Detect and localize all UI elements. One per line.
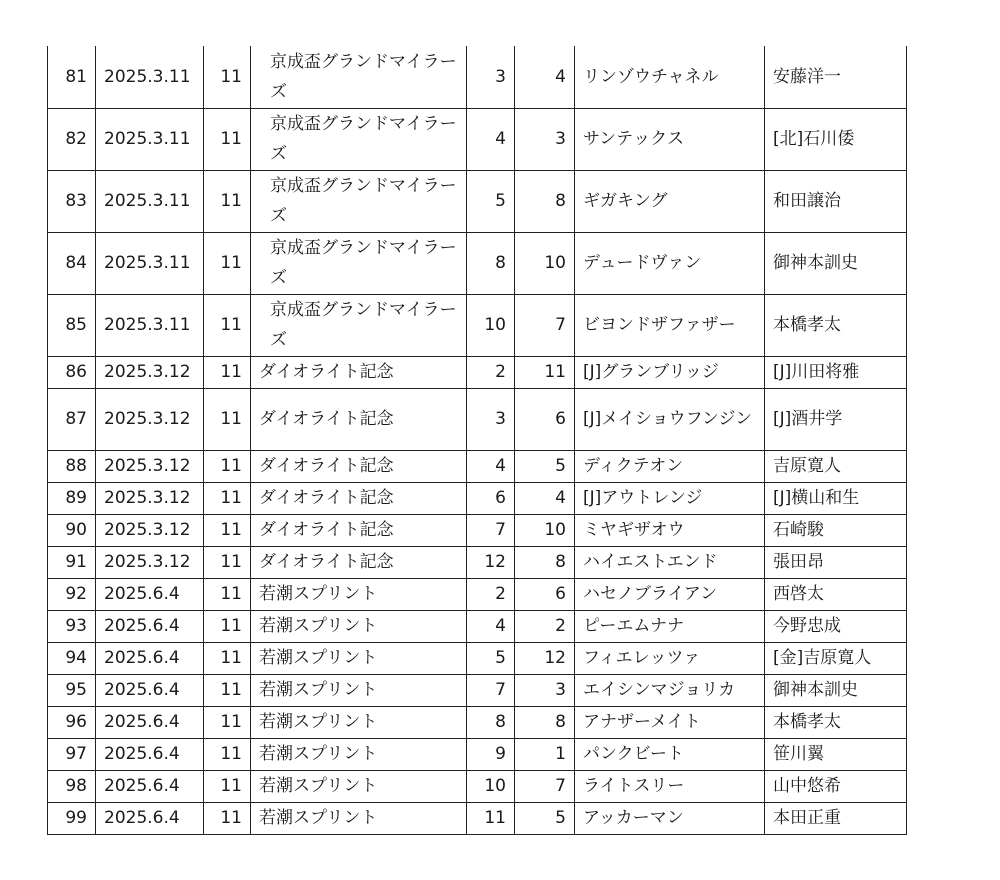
table-row (48, 642, 907, 674)
cell-date: 2025.3.12 (96, 546, 204, 578)
cell-row-number: 82 (48, 108, 96, 170)
cell-popularity: 3 (467, 46, 515, 108)
cell-horse-name: アナザーメイト (575, 706, 765, 738)
cell-popularity: 4 (467, 108, 515, 170)
cell-row-number: 89 (48, 482, 96, 514)
cell-popularity: 6 (467, 482, 515, 514)
cell-horse-number: 4 (515, 46, 575, 108)
cell-race-number: 11 (204, 674, 251, 706)
cell-jockey: 御神本訓史 (765, 232, 907, 294)
table-row (48, 738, 907, 770)
cell-horse-number: 6 (515, 578, 575, 610)
table-row (48, 610, 907, 642)
cell-date: 2025.3.12 (96, 482, 204, 514)
cell-race-number: 11 (204, 356, 251, 388)
cell-horse-name: ハイエストエンド (575, 546, 765, 578)
cell-popularity: 8 (467, 232, 515, 294)
cell-popularity: 9 (467, 738, 515, 770)
cell-date: 2025.3.11 (96, 232, 204, 294)
cell-date: 2025.3.11 (96, 46, 204, 108)
table-row (48, 770, 907, 802)
cell-race-number: 11 (204, 738, 251, 770)
cell-popularity: 7 (467, 674, 515, 706)
table-row (48, 578, 907, 610)
cell-race-name: 京成盃グランドマイラーズ (251, 232, 467, 294)
cell-jockey: 笹川翼 (765, 738, 907, 770)
cell-horse-name: パンクビート (575, 738, 765, 770)
cell-horse-name: デュードヴァン (575, 232, 765, 294)
cell-jockey: 和田譲治 (765, 170, 907, 232)
cell-horse-number: 8 (515, 170, 575, 232)
cell-horse-number: 1 (515, 738, 575, 770)
cell-row-number: 92 (48, 578, 96, 610)
cell-jockey: 吉原寛人 (765, 450, 907, 482)
cell-row-number: 88 (48, 450, 96, 482)
cell-row-number: 90 (48, 514, 96, 546)
cell-popularity: 10 (467, 294, 515, 356)
cell-race-name: 若潮スプリント (251, 802, 467, 834)
cell-date: 2025.6.4 (96, 770, 204, 802)
table-row (48, 46, 907, 108)
cell-race-number: 11 (204, 388, 251, 450)
table-row (48, 514, 907, 546)
table-row (48, 294, 907, 356)
cell-horse-number: 2 (515, 610, 575, 642)
cell-date: 2025.6.4 (96, 706, 204, 738)
cell-race-name: ダイオライト記念 (251, 388, 467, 450)
cell-date: 2025.3.11 (96, 294, 204, 356)
cell-date: 2025.6.4 (96, 802, 204, 834)
cell-jockey: 山中悠希 (765, 770, 907, 802)
cell-popularity: 2 (467, 356, 515, 388)
cell-race-number: 11 (204, 610, 251, 642)
cell-horse-name: エイシンマジョリカ (575, 674, 765, 706)
cell-row-number: 81 (48, 46, 96, 108)
cell-horse-number: 7 (515, 294, 575, 356)
cell-popularity: 3 (467, 388, 515, 450)
cell-jockey: [北]石川倭 (765, 108, 907, 170)
cell-race-name: 京成盃グランドマイラーズ (251, 170, 467, 232)
cell-race-number: 11 (204, 578, 251, 610)
table-row (48, 108, 907, 170)
table-row (48, 546, 907, 578)
cell-horse-name: ミヤギザオウ (575, 514, 765, 546)
cell-race-number: 11 (204, 802, 251, 834)
cell-race-name: 若潮スプリント (251, 578, 467, 610)
cell-row-number: 85 (48, 294, 96, 356)
cell-jockey: [J]川田将雅 (765, 356, 907, 388)
cell-row-number: 84 (48, 232, 96, 294)
cell-popularity: 2 (467, 578, 515, 610)
cell-horse-number: 4 (515, 482, 575, 514)
cell-popularity: 5 (467, 170, 515, 232)
cell-race-name: 若潮スプリント (251, 706, 467, 738)
race-results-table (47, 46, 907, 835)
cell-horse-name: ライトスリー (575, 770, 765, 802)
cell-race-name: ダイオライト記念 (251, 356, 467, 388)
cell-jockey: 本橋孝太 (765, 294, 907, 356)
cell-row-number: 96 (48, 706, 96, 738)
cell-row-number: 98 (48, 770, 96, 802)
cell-jockey: [J]横山和生 (765, 482, 907, 514)
cell-row-number: 99 (48, 802, 96, 834)
cell-horse-name: サンテックス (575, 108, 765, 170)
cell-race-name: 若潮スプリント (251, 610, 467, 642)
cell-row-number: 97 (48, 738, 96, 770)
cell-row-number: 95 (48, 674, 96, 706)
cell-race-name: 京成盃グランドマイラーズ (251, 108, 467, 170)
cell-race-number: 11 (204, 770, 251, 802)
cell-horse-name: [J]グランブリッジ (575, 356, 765, 388)
cell-jockey: [金]吉原寛人 (765, 642, 907, 674)
cell-horse-number: 5 (515, 450, 575, 482)
cell-horse-number: 3 (515, 108, 575, 170)
cell-date: 2025.3.12 (96, 450, 204, 482)
cell-popularity: 10 (467, 770, 515, 802)
cell-jockey: 張田昂 (765, 546, 907, 578)
cell-race-number: 11 (204, 108, 251, 170)
cell-popularity: 11 (467, 802, 515, 834)
cell-horse-number: 11 (515, 356, 575, 388)
cell-race-name: 京成盃グランドマイラーズ (251, 294, 467, 356)
cell-horse-name: [J]アウトレンジ (575, 482, 765, 514)
cell-race-number: 11 (204, 482, 251, 514)
cell-date: 2025.3.11 (96, 170, 204, 232)
cell-horse-number: 8 (515, 706, 575, 738)
cell-row-number: 93 (48, 610, 96, 642)
cell-horse-name: [J]メイショウフンジン (575, 388, 765, 450)
cell-popularity: 12 (467, 546, 515, 578)
cell-race-name: 若潮スプリント (251, 770, 467, 802)
cell-jockey: 今野忠成 (765, 610, 907, 642)
cell-horse-number: 7 (515, 770, 575, 802)
cell-race-number: 11 (204, 170, 251, 232)
cell-row-number: 86 (48, 356, 96, 388)
cell-race-name: 若潮スプリント (251, 674, 467, 706)
cell-race-name: ダイオライト記念 (251, 514, 467, 546)
cell-race-name: ダイオライト記念 (251, 546, 467, 578)
table-row (48, 482, 907, 514)
cell-popularity: 8 (467, 706, 515, 738)
cell-jockey: 本田正重 (765, 802, 907, 834)
cell-horse-name: ピーエムナナ (575, 610, 765, 642)
cell-jockey: 本橋孝太 (765, 706, 907, 738)
cell-row-number: 94 (48, 642, 96, 674)
cell-race-name: 若潮スプリント (251, 642, 467, 674)
cell-popularity: 4 (467, 450, 515, 482)
cell-horse-number: 8 (515, 546, 575, 578)
cell-horse-name: アッカーマン (575, 802, 765, 834)
cell-jockey: 御神本訓史 (765, 674, 907, 706)
cell-horse-number: 10 (515, 514, 575, 546)
cell-race-number: 11 (204, 294, 251, 356)
cell-race-name: 京成盃グランドマイラーズ (251, 46, 467, 108)
cell-horse-name: フィエレッツァ (575, 642, 765, 674)
cell-popularity: 7 (467, 514, 515, 546)
cell-horse-number: 3 (515, 674, 575, 706)
cell-race-number: 11 (204, 706, 251, 738)
cell-horse-number: 10 (515, 232, 575, 294)
cell-race-number: 11 (204, 546, 251, 578)
cell-date: 2025.3.11 (96, 108, 204, 170)
cell-date: 2025.6.4 (96, 642, 204, 674)
table-row (48, 170, 907, 232)
cell-horse-name: ディクテオン (575, 450, 765, 482)
cell-race-number: 11 (204, 642, 251, 674)
table-row (48, 450, 907, 482)
cell-race-number: 11 (204, 450, 251, 482)
cell-horse-number: 12 (515, 642, 575, 674)
table-body (48, 46, 907, 834)
cell-date: 2025.6.4 (96, 610, 204, 642)
cell-race-number: 11 (204, 46, 251, 108)
table-row (48, 388, 907, 450)
table-row (48, 356, 907, 388)
cell-date: 2025.6.4 (96, 738, 204, 770)
cell-horse-name: リンゾウチャネル (575, 46, 765, 108)
cell-date: 2025.6.4 (96, 674, 204, 706)
cell-jockey: 安藤洋一 (765, 46, 907, 108)
cell-horse-name: ビヨンドザファザー (575, 294, 765, 356)
cell-race-name: ダイオライト記念 (251, 450, 467, 482)
cell-jockey: [J]酒井学 (765, 388, 907, 450)
cell-jockey: 西啓太 (765, 578, 907, 610)
cell-horse-name: ギガキング (575, 170, 765, 232)
cell-date: 2025.3.12 (96, 388, 204, 450)
cell-race-number: 11 (204, 514, 251, 546)
cell-row-number: 91 (48, 546, 96, 578)
cell-date: 2025.3.12 (96, 514, 204, 546)
cell-horse-number: 6 (515, 388, 575, 450)
cell-horse-number: 5 (515, 802, 575, 834)
cell-race-name: 若潮スプリント (251, 738, 467, 770)
table-row (48, 674, 907, 706)
table-row (48, 232, 907, 294)
cell-race-number: 11 (204, 232, 251, 294)
table-row (48, 706, 907, 738)
cell-date: 2025.6.4 (96, 578, 204, 610)
cell-row-number: 87 (48, 388, 96, 450)
cell-popularity: 5 (467, 642, 515, 674)
cell-jockey: 石崎駿 (765, 514, 907, 546)
cell-popularity: 4 (467, 610, 515, 642)
cell-date: 2025.3.12 (96, 356, 204, 388)
cell-race-name: ダイオライト記念 (251, 482, 467, 514)
table-row (48, 802, 907, 834)
cell-horse-name: ハセノブライアン (575, 578, 765, 610)
cell-row-number: 83 (48, 170, 96, 232)
